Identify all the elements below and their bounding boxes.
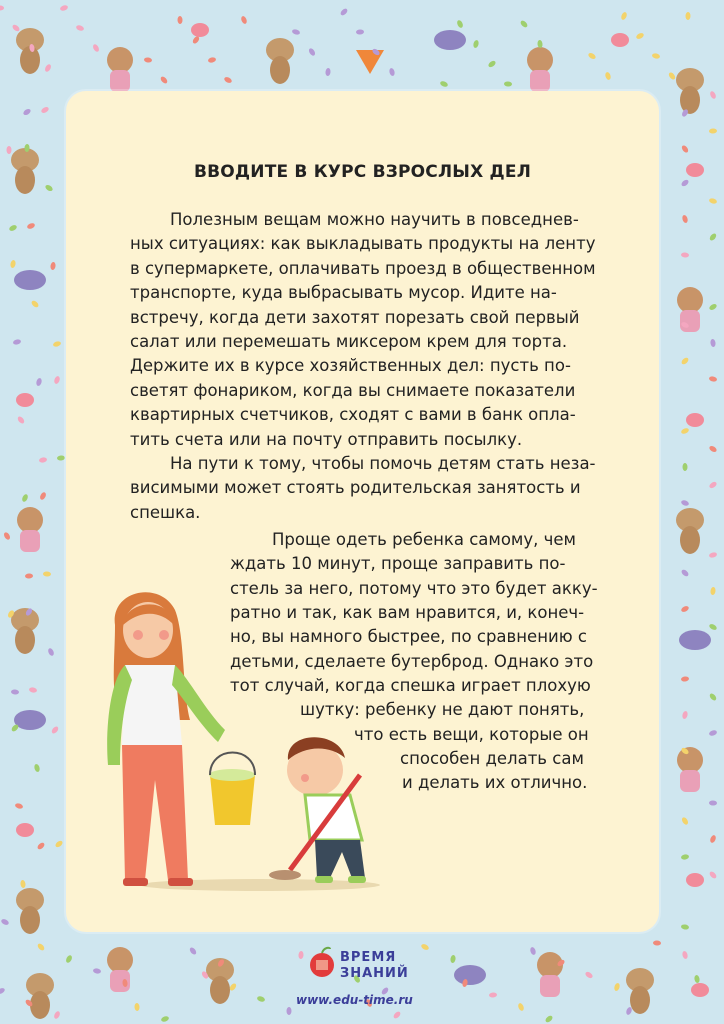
logo-word-vremya: ВРЕМЯ — [340, 950, 397, 965]
text-line: и делать их отлично. — [402, 773, 588, 792]
page-title: ВВОДИТЕ В КУРС ВЗРОСЛЫХ ДЕЛ — [193, 162, 532, 182]
text-line: но, вы намного быстрее, по сравнению с — [230, 627, 587, 646]
text-line: На пути к тому, чтобы помочь детям стать неза- — [170, 454, 596, 473]
paragraph-parent-hurry — [130, 452, 606, 525]
hedgehog-icon — [14, 270, 46, 290]
deer-body — [15, 626, 35, 654]
bear-body — [680, 770, 700, 792]
text-line: ратно и так, как вам нравится, и, конеч- — [230, 603, 585, 622]
text-line: тот случай, когда спешка играет плохую — [230, 676, 591, 695]
bird-icon — [16, 393, 34, 407]
bear-icon — [677, 747, 703, 773]
hedgehog-icon — [434, 30, 466, 50]
deer-body — [680, 86, 700, 114]
deer-body — [680, 526, 700, 554]
text-line: стель за него, потому что это будет акку- — [230, 579, 598, 598]
bird-icon — [16, 823, 34, 837]
text-line: Полезным вещам можно научить в повседнев- — [170, 210, 579, 229]
website-link[interactable]: www.edu-time.ru — [296, 993, 413, 1007]
text-line: спешка. — [130, 502, 201, 522]
logo-word-znaniy: ЗНАНИЙ — [340, 966, 409, 981]
paragraph-adult-matters — [130, 208, 606, 452]
text-line: светят фонариком, когда вы снимаете показатели — [130, 380, 576, 400]
deer-body — [20, 46, 40, 74]
bear-body — [110, 70, 130, 92]
text-line: в супермаркете, оплачивать проезд в общественном — [130, 258, 596, 278]
text-line: Держите их в курсе хозяйственных дел: пусть по- — [130, 356, 571, 376]
deer-body — [20, 906, 40, 934]
mother-child-cleaning-illustration — [90, 580, 390, 900]
bear-body — [680, 310, 700, 332]
text-line: встречу, когда дети захотят порезать свой первый — [130, 307, 580, 327]
hedgehog-icon — [14, 710, 46, 730]
bird-icon — [611, 33, 629, 47]
bear-icon — [107, 947, 133, 973]
bear-icon — [527, 47, 553, 73]
deer-body — [30, 991, 50, 1019]
bird-icon — [686, 873, 704, 887]
bird-icon — [686, 163, 704, 177]
bear-icon — [17, 507, 43, 533]
text-line: ных ситуациях: как выкладывать продукты на ленту — [130, 234, 596, 254]
hedgehog-icon — [679, 630, 711, 650]
text-line: детьми, сделаете бутерброд. Однако это — [230, 652, 594, 671]
bird-icon — [691, 983, 709, 997]
text-line: ждать 10 минут, проще заправить по- — [230, 554, 566, 573]
text-line: висимыми может стоять родительская занятость и — [130, 478, 581, 498]
bird-icon — [686, 413, 704, 427]
text-line: что есть вещи, которые он — [354, 725, 589, 744]
bear-body — [530, 70, 550, 92]
deer-body — [210, 976, 230, 1004]
bear-icon — [677, 287, 703, 313]
bear-body — [20, 530, 40, 552]
text-line: транспорте, куда выбрасывать мусор. Идите на- — [130, 283, 557, 303]
text-line: квартирных счетчиков, сходят с вами в банк опла- — [130, 405, 576, 425]
text-line: тить счета или на почту отправить посылку. — [130, 429, 523, 449]
deer-body — [270, 56, 290, 84]
leaf-icon — [7, 146, 12, 154]
bear-body — [540, 975, 560, 997]
bear-icon — [107, 47, 133, 73]
deer-body — [630, 986, 650, 1014]
text-line: салат или перемешать миксером крем для торта. — [130, 332, 568, 352]
bird-icon — [191, 23, 209, 37]
text-line: Проще одеть ребенка самому, чем — [272, 530, 576, 549]
hedgehog-icon — [454, 965, 486, 985]
text-line: шутку: ребенку не дают понять, — [300, 700, 585, 719]
text-line: способен делать сам — [400, 749, 584, 768]
deer-body — [15, 166, 35, 194]
